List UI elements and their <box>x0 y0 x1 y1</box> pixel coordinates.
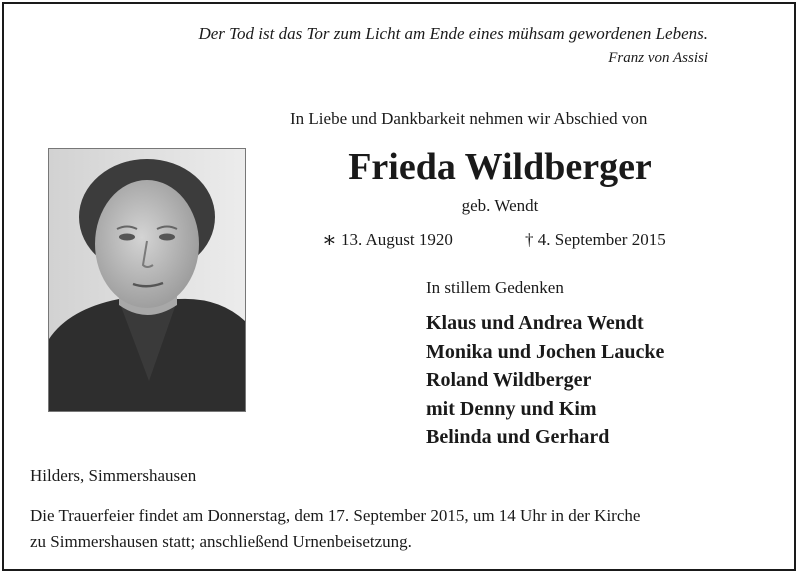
portrait-image <box>49 149 245 411</box>
deceased-name: Frieda Wildberger <box>348 146 652 188</box>
mourner-line: Belinda und Gerhard <box>426 426 610 448</box>
remembrance-label: In stillem Gedenken <box>426 278 564 297</box>
birth-date: 13. August 1920 <box>340 230 453 249</box>
quote-text: Der Tod ist das Tor zum Licht am Ende eines mühsam gewordenen Lebens. <box>198 24 708 43</box>
mourner-line: Roland Wildberger <box>426 369 592 391</box>
mourner-line: Monika und Jochen Laucke <box>426 340 665 363</box>
portrait-photo <box>48 148 246 412</box>
mourner-line: mit Denny und Kim <box>426 397 597 420</box>
mourner-line: Klaus und Andrea Wendt <box>426 312 644 334</box>
death-cross-icon: † <box>525 230 534 249</box>
mourners-list <box>426 309 664 452</box>
death-date-group <box>525 228 666 252</box>
death-date: 4. September 2015 <box>537 230 666 249</box>
birth-name: geb. Wendt <box>461 196 539 215</box>
ceremony-line-1: Die Trauerfeier findet am Donnerstag, dem 17. September 2015, um 14 Uhr in der Kirche <box>30 506 641 525</box>
place-line: Hilders, Simmershausen <box>30 466 197 485</box>
ceremony-info <box>30 503 780 555</box>
ceremony-line-2: zu Simmershausen statt; anschließend Urnenbeisetzung. <box>30 532 412 551</box>
quote-author: Franz von Assisi <box>608 50 708 66</box>
birth-date-group <box>322 228 453 252</box>
intro-line: In Liebe und Dankbarkeit nehmen wir Abschied von <box>290 109 648 128</box>
birth-star-icon: ∗ <box>322 227 337 252</box>
epigraph <box>40 22 708 70</box>
